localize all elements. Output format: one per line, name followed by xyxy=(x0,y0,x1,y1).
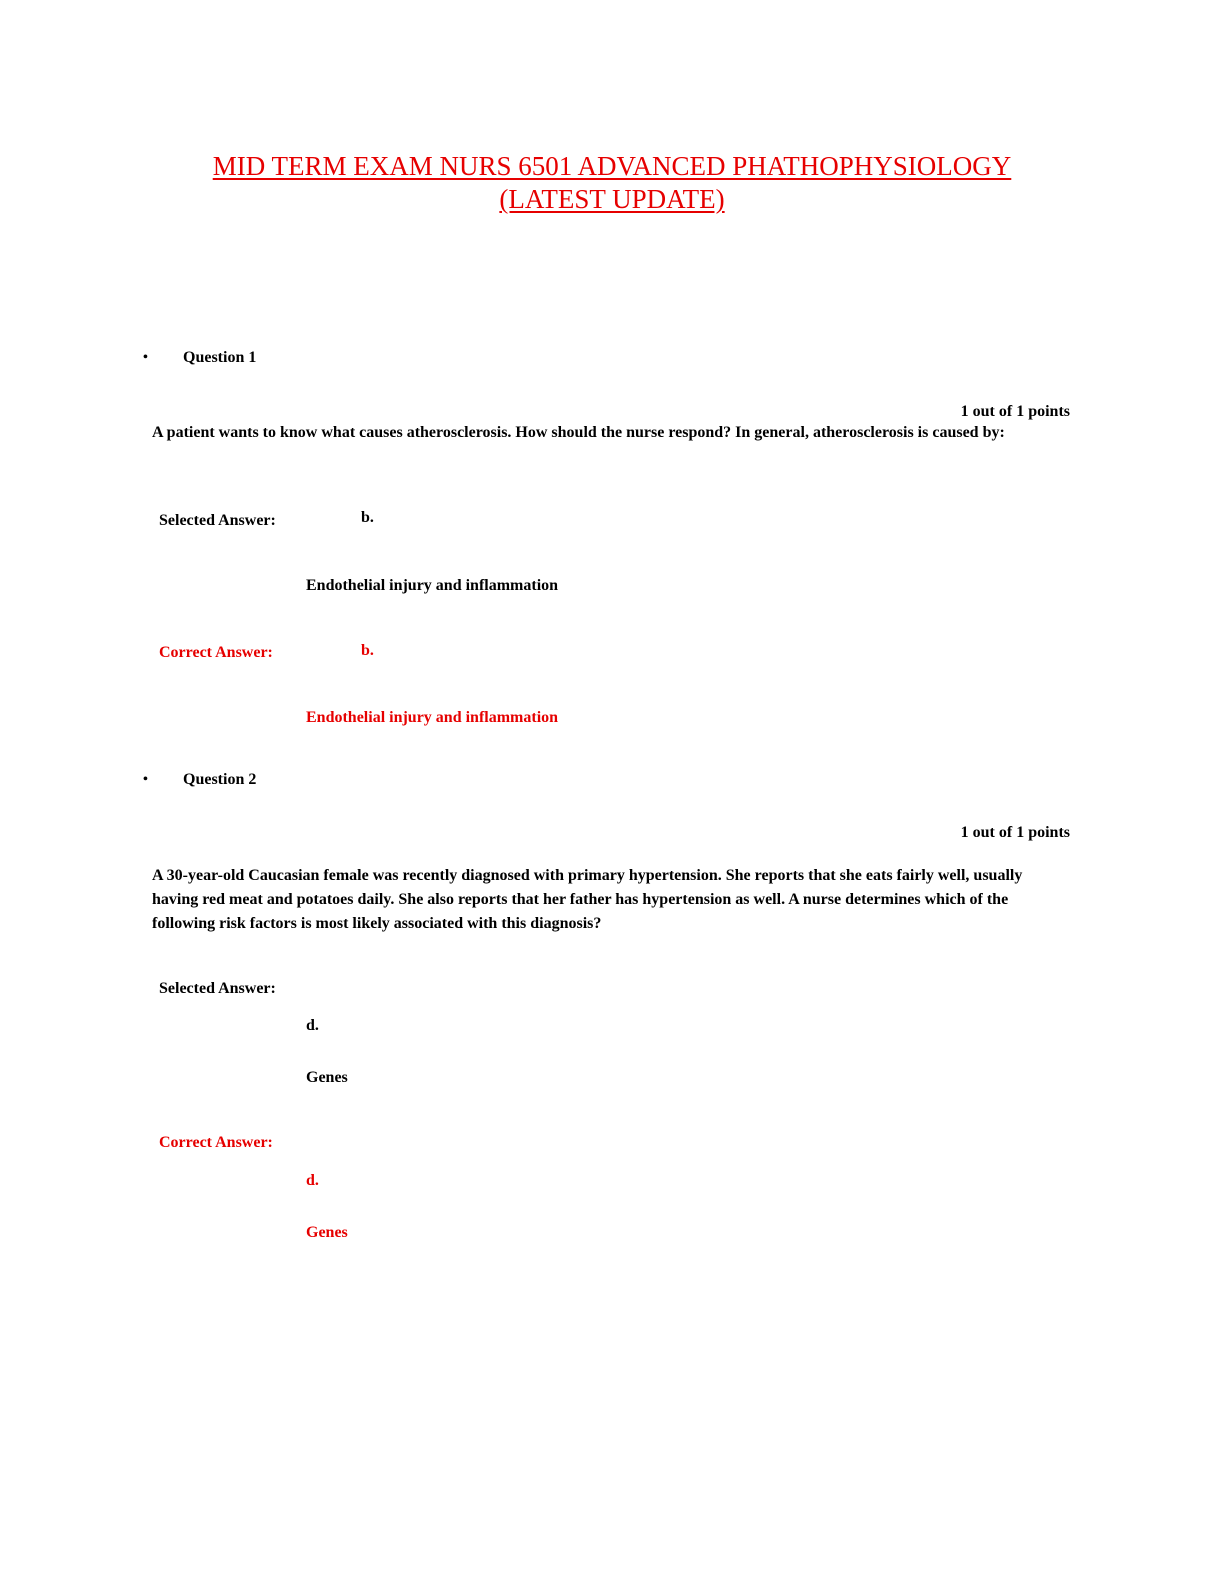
selected-answer-letter: b. xyxy=(361,509,374,526)
selected-answer-label: Selected Answer: xyxy=(159,980,276,997)
selected-answer-letter: d. xyxy=(306,1017,319,1034)
points-score: 1 out of 1 points xyxy=(960,403,1070,420)
question-text: A 30-year-old Caucasian female was recently diagnosed with primary hypertension. She reports that she eats fairly well, usually having red meat and potatoes daily. She also reports that her father has hypertension as well. A nurse determines which of the following risk factors is most likely associated with this diagnosis? xyxy=(152,867,1023,932)
question-label: Question 1 xyxy=(183,349,257,366)
selected-answer-text: Genes xyxy=(306,1069,348,1086)
correct-answer-letter: d. xyxy=(306,1172,319,1189)
selected-answer-text: Endothelial injury and inflammation xyxy=(306,577,559,594)
page-title-line-1: MID TERM EXAM NURS 6501 ADVANCED PHATHOPHYSIOLOGY xyxy=(212,151,1012,181)
question-label: Question 2 xyxy=(183,771,257,788)
question-text: A patient wants to know what causes atherosclerosis. How should the nurse respond? In general, atherosclerosis is caused by: xyxy=(152,424,1005,441)
correct-answer-text: Genes xyxy=(306,1224,348,1241)
correct-answer-text: Endothelial injury and inflammation xyxy=(306,709,559,726)
correct-answer-label: Correct Answer: xyxy=(159,1134,273,1151)
correct-answer-label: Correct Answer: xyxy=(159,644,273,661)
selected-answer-label: Selected Answer: xyxy=(159,512,276,529)
correct-answer-letter: b. xyxy=(361,642,374,659)
page-title-line-2: (LATEST UPDATE) xyxy=(499,184,725,214)
bullet-icon: • xyxy=(143,350,148,365)
bullet-icon: • xyxy=(143,772,148,787)
points-score: 1 out of 1 points xyxy=(960,824,1070,841)
